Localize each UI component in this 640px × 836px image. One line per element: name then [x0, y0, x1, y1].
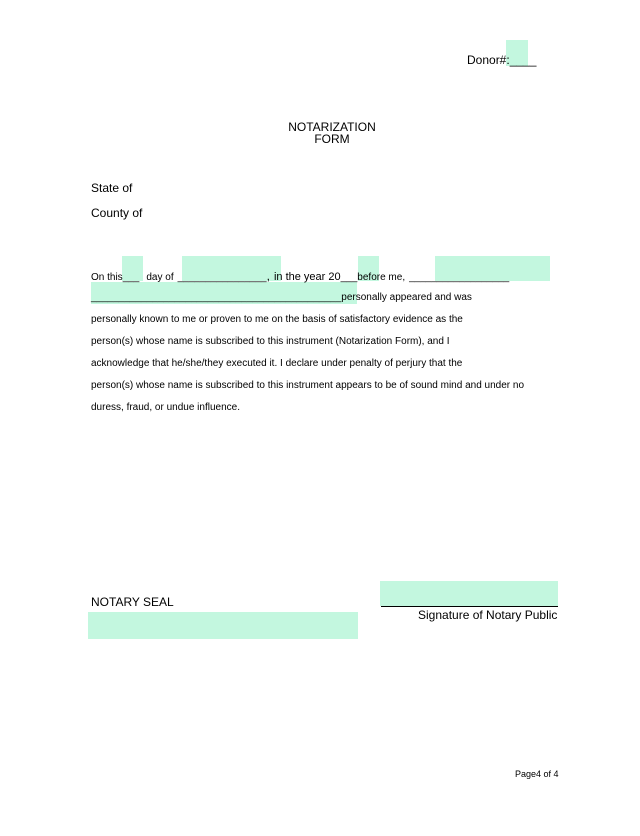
statement-line-2: _____________________________________________personally appeared and was [91, 292, 472, 303]
state-label: State of [91, 181, 133, 195]
statement-line-4: person(s) whose name is subscribed to this instrument (Notarization Form), and I [91, 336, 450, 347]
statement-line-3: personally known to me or proven to me on the basis of satisfactory evidence as the [91, 314, 463, 325]
notary-blank: __________________ [409, 272, 510, 283]
year-blank: ___ [340, 272, 358, 283]
signature-label: Signature of Notary Public [418, 608, 558, 622]
statement-line-1: On this___ day of ________________, in the year 20___before me, __________________ [91, 269, 510, 283]
form-title-line1: NOTARIZATION [288, 120, 376, 134]
donor-blank: ____ [509, 53, 537, 67]
notary-seal-field[interactable] [88, 612, 358, 639]
person-blank: _____________________________________________ [91, 292, 342, 303]
county-label: County of [91, 206, 143, 220]
month-blank: ________________ [177, 272, 267, 283]
signature-line [381, 606, 558, 607]
statement-line-7: duress, fraud, or undue influence. [91, 402, 240, 413]
form-title-line2: FORM [314, 132, 350, 146]
notary-seal-label: NOTARY SEAL [91, 595, 174, 609]
donor-label: Donor#:____ [467, 53, 537, 67]
statement-line-5: acknowledge that he/she/they executed it. I declare under penalty of perjury that the [91, 358, 463, 369]
notary-signature-field[interactable] [380, 581, 558, 606]
statement-line-6: person(s) whose name is subscribed to this instrument appears to be of sound mind and under no [91, 380, 525, 391]
page-number: Page4 of 4 [515, 769, 559, 779]
day-blank: ___ [122, 272, 140, 283]
